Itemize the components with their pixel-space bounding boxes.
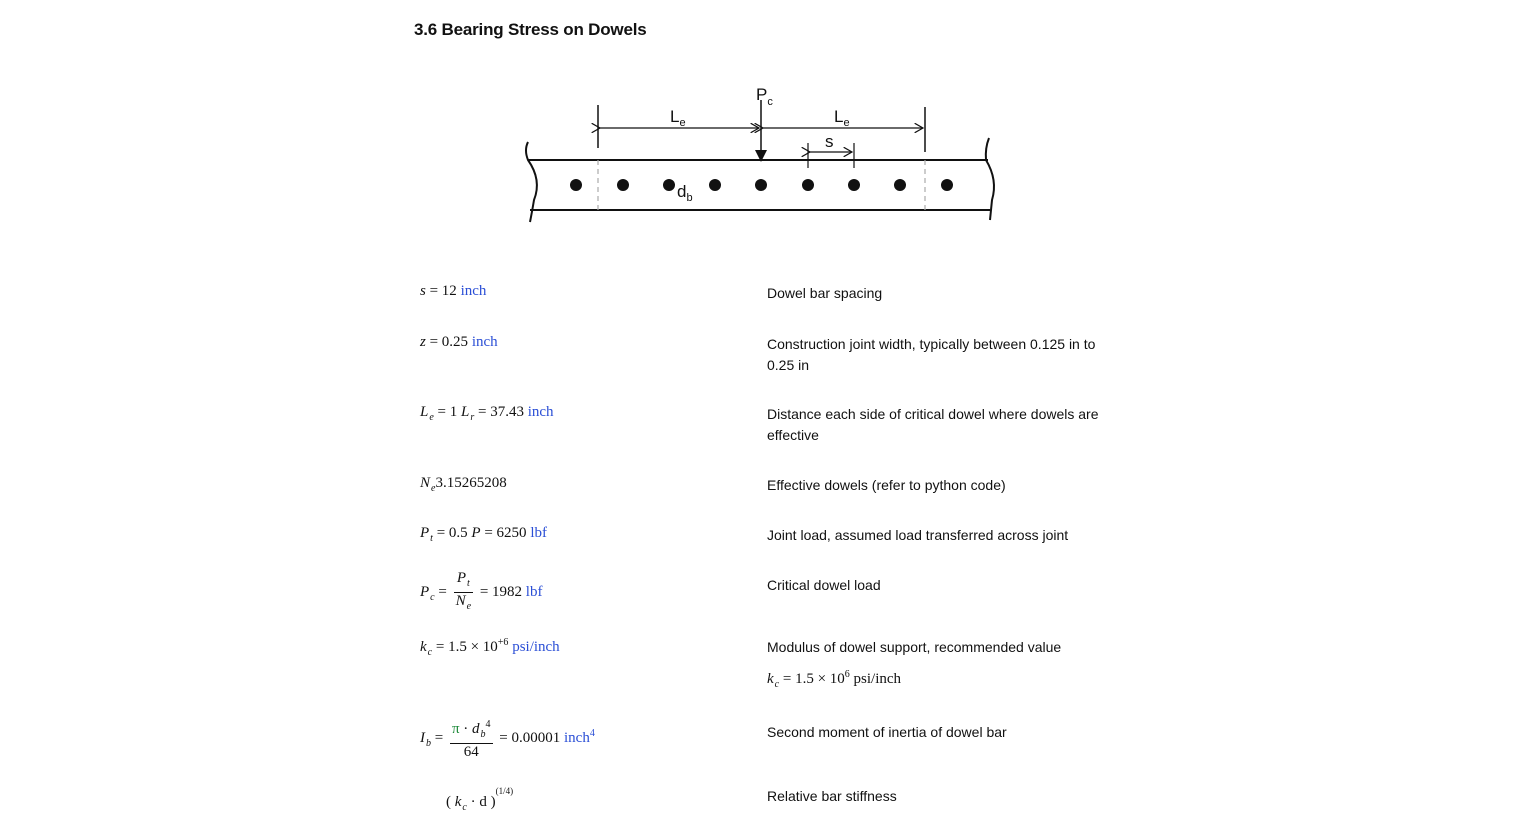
desc-effective-length: Distance each side of critical dowel where dowels are effective — [767, 406, 1099, 443]
desc-joint-width: Construction joint width, typically between 0.125 in to 0.25 in — [767, 336, 1096, 373]
s-label: s — [825, 132, 834, 151]
desc-moment-inertia: Second moment of inertia of dowel bar — [767, 724, 1007, 740]
desc-relative-stiffness: Relative bar stiffness — [767, 788, 897, 804]
section-title: 3.6 Bearing Stress on Dowels — [414, 20, 647, 39]
eq-joint-load: $P_t = 0.5$ P = 6250 lbf — [420, 525, 547, 544]
dowel-diagram — [520, 80, 1010, 230]
db-label: $d_b$ — [677, 182, 693, 204]
dowel-dots — [570, 179, 953, 191]
desc-spacing: Dowel bar spacing — [767, 285, 883, 301]
desc-dowel-support-math: $k_c = 1.5 \times 10^6$ psi/inch — [767, 669, 902, 690]
eq-spacing: s = 12 inch — [420, 283, 487, 299]
desc-joint-load: Joint load, assumed load transferred across joint — [767, 527, 1069, 543]
desc-dowel-support: Modulus of dowel support, recommended value — [767, 639, 1062, 655]
pc-label: $P_c$ — [756, 85, 773, 108]
desc-critical-load: Critical dowel load — [767, 577, 881, 593]
eq-effective-length: $L_e = 1$ $L_r = 37.43$ inch — [420, 404, 554, 423]
eq-joint-width: z = 0.25 inch — [420, 334, 498, 350]
desc-effective-dowels: Effective dowels (refer to python code) — [767, 477, 1006, 493]
eq-effective-dowels: $N_e3.15265208$ — [420, 475, 507, 494]
eq-moment-inertia: $I_b$ = $\frac{\pi \cdot d_b^4}{64}$ = 0.00001 inch$^4$ — [420, 716, 595, 761]
eq-critical-load: $P_c$ = $\frac{P_t}{N_e}$ = 1982 lbf — [420, 570, 543, 612]
le-left-label: $L_e$ — [670, 107, 686, 129]
le-right-label: $L_e$ — [834, 107, 850, 129]
eq-relative-stiffness: ( $k_c \cdot d$ )$^{(1/4)}$ — [446, 786, 514, 813]
eq-dowel-support: $k_c = 1.5 \times 10^{+6}$ psi/inch — [420, 637, 560, 658]
